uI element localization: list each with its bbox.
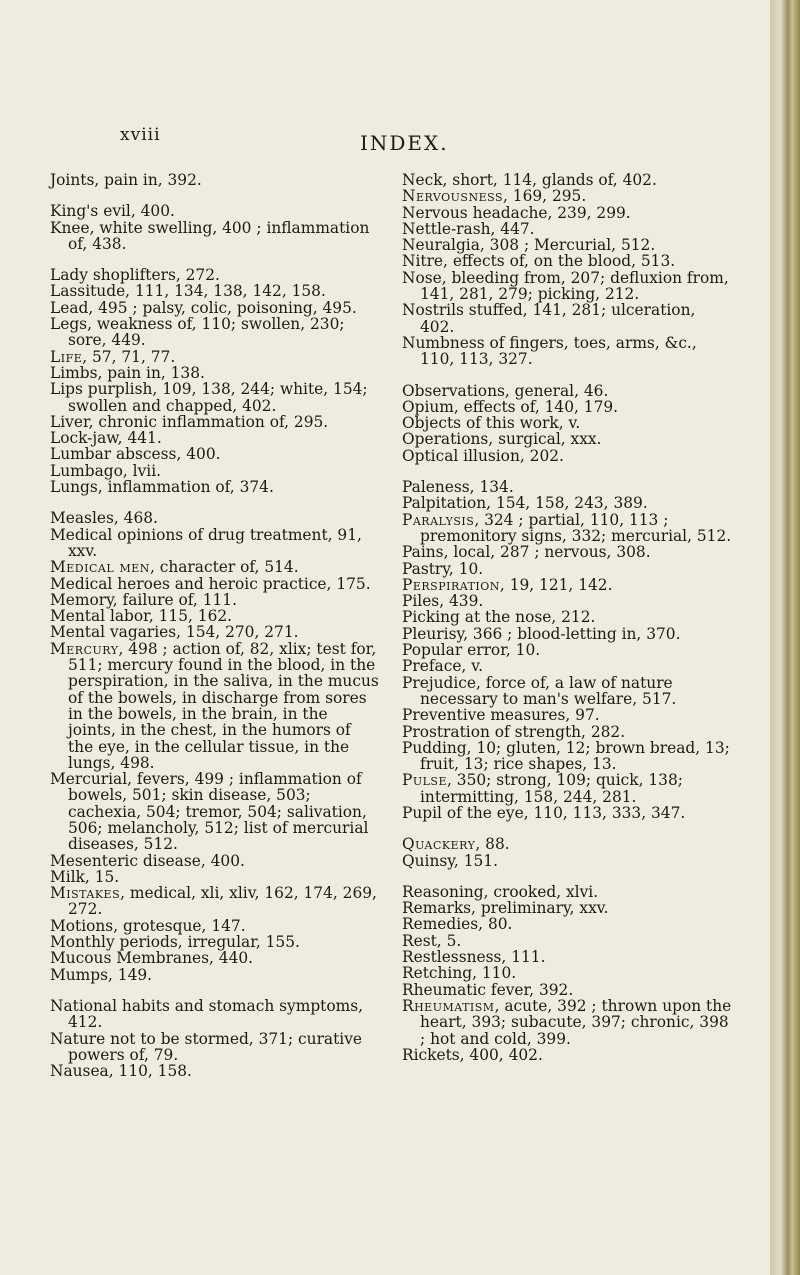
entry-heading: Paralysis bbox=[402, 510, 475, 529]
index-entry bbox=[50, 1063, 380, 1079]
index-entry bbox=[402, 836, 732, 852]
index-entry bbox=[50, 479, 380, 495]
entry-text: Motions, grotesque, 147. bbox=[50, 916, 246, 935]
entry-heading: Mercury bbox=[50, 639, 119, 658]
index-entry bbox=[50, 527, 380, 560]
entry-text: Lock-jaw, 441. bbox=[50, 429, 162, 448]
entry-text: Mesenteric disease, 400. bbox=[50, 851, 245, 870]
index-entry bbox=[50, 869, 380, 885]
section-gap bbox=[402, 869, 732, 884]
entry-text: Nettle-rash, 447. bbox=[402, 219, 535, 238]
section-gap bbox=[50, 495, 380, 510]
index-entry bbox=[402, 561, 732, 577]
entry-text: King's evil, 400. bbox=[50, 202, 175, 221]
entry-text: Joints, pain in, 392. bbox=[50, 171, 202, 189]
index-entry bbox=[50, 885, 380, 918]
index-entry bbox=[402, 431, 732, 447]
index-entry bbox=[402, 448, 732, 464]
entry-text: Popular error, 10. bbox=[402, 641, 541, 660]
entry-text: , character of, 514. bbox=[149, 558, 299, 577]
entry-text: Pleurisy, 366 ; blood-letting in, 370. bbox=[402, 624, 681, 643]
index-entry bbox=[50, 414, 380, 430]
index-entry bbox=[50, 510, 380, 526]
section-gap bbox=[402, 821, 732, 836]
index-entry bbox=[402, 593, 732, 609]
index-entry bbox=[50, 918, 380, 934]
index-entry bbox=[402, 675, 732, 708]
entry-text: Memory, failure of, 111. bbox=[50, 590, 237, 609]
entry-text: Liver, chronic inflammation of, 295. bbox=[50, 412, 329, 431]
entry-text: Medical heroes and heroic practice, 175. bbox=[50, 574, 371, 593]
index-entry bbox=[402, 933, 732, 949]
page-title: INDEX. bbox=[360, 131, 449, 155]
index-entry bbox=[402, 383, 732, 399]
entry-text: Neuralgia, 308 ; Mercurial, 512. bbox=[402, 236, 656, 255]
entry-heading: Mistakes bbox=[50, 884, 121, 903]
index-entry bbox=[50, 267, 380, 283]
index-entry bbox=[402, 916, 732, 932]
entry-text: , 88. bbox=[475, 835, 510, 854]
index-entry bbox=[50, 853, 380, 869]
entry-text: Pains, local, 287 ; nervous, 308. bbox=[402, 543, 651, 562]
entry-text: Limbs, pain in, 138. bbox=[50, 363, 205, 382]
entry-text: Palpitation, 154, 158, 243, 389. bbox=[402, 494, 648, 513]
entry-text: Pastry, 10. bbox=[402, 559, 484, 578]
index-entry bbox=[50, 967, 380, 983]
index-entry bbox=[50, 950, 380, 966]
entry-text: Medical opinions of drug treatment, 91, xxv. bbox=[50, 525, 362, 560]
index-entry bbox=[50, 349, 380, 365]
entry-text: Piles, 439. bbox=[402, 592, 484, 611]
page-number: xviii bbox=[120, 125, 161, 145]
index-entry bbox=[402, 188, 732, 204]
page-edge bbox=[770, 0, 800, 1275]
entry-text: Mental labor, 115, 162. bbox=[50, 607, 233, 626]
index-entry bbox=[50, 220, 380, 253]
entry-heading: Pulse bbox=[402, 771, 447, 790]
index-entry bbox=[402, 205, 732, 221]
entry-text: Lips purplish, 109, 138, 244; white, 154; swollen and chapped, 402. bbox=[50, 380, 368, 415]
entry-text: Nose, bleeding from, 207; defluxion from, 141, 281, 279; picking, 212. bbox=[402, 268, 729, 304]
index-entry bbox=[50, 283, 380, 299]
index-entry bbox=[402, 237, 732, 253]
index-entry bbox=[402, 642, 732, 658]
index-entry bbox=[50, 771, 380, 852]
section-gap bbox=[50, 252, 380, 267]
index-entry bbox=[50, 559, 380, 575]
entry-text: Optical illusion, 202. bbox=[402, 446, 564, 465]
entry-text: Remarks, preliminary, xxv. bbox=[402, 899, 609, 918]
index-entry bbox=[50, 608, 380, 624]
entry-text: , acute, 392 ; thrown upon the heart, 393; subacute, 397; chronic, 398 ; hot and cold, 399. bbox=[420, 996, 732, 1048]
entry-heading: Rheumatism bbox=[402, 996, 495, 1015]
index-entry bbox=[50, 446, 380, 462]
entry-text: Nitre, effects of, on the blood, 513. bbox=[402, 252, 676, 271]
index-entry bbox=[50, 592, 380, 608]
index-entry bbox=[402, 884, 732, 900]
index-entry bbox=[50, 463, 380, 479]
entry-text: Rest, 5. bbox=[402, 931, 462, 950]
entry-text: Lassitude, 111, 134, 138, 142, 158. bbox=[50, 282, 326, 301]
entry-text: , 57, 71, 77. bbox=[82, 347, 176, 366]
entry-text: Lungs, inflammation of, 374. bbox=[50, 478, 274, 497]
entry-text: Prostration of strength, 282. bbox=[402, 722, 626, 741]
index-entry bbox=[50, 316, 380, 349]
entry-text: , 350; strong, 109; quick, 138; intermitting, 158, 244, 281. bbox=[420, 771, 683, 806]
entry-text: Mucous Membranes, 440. bbox=[50, 949, 254, 968]
index-entry bbox=[50, 430, 380, 446]
index-entry bbox=[402, 707, 732, 723]
entry-text: Milk, 15. bbox=[50, 867, 120, 886]
section-gap bbox=[50, 188, 380, 203]
index-entry bbox=[402, 853, 732, 869]
index-entry bbox=[402, 335, 732, 368]
entry-text: Mercurial, fevers, 499 ; inflammation of bowels, 501; skin disease, 503; cachexia, 504; tremor, 504; salivation, 506; melancholy, 512; list of mercurial diseases, 512. bbox=[50, 770, 369, 854]
entry-text: , 169, 295. bbox=[503, 187, 587, 206]
index-entry bbox=[402, 221, 732, 237]
index-column-left bbox=[50, 172, 380, 1079]
entry-text: National habits and stomach symptoms, 412. bbox=[50, 996, 364, 1032]
entry-text: , 19, 121, 142. bbox=[499, 575, 613, 594]
index-entry bbox=[402, 172, 732, 188]
index-entry bbox=[402, 302, 732, 335]
entry-heading: Nervousness bbox=[402, 187, 503, 206]
index-entry bbox=[402, 609, 732, 625]
entry-text: Restlessness, 111. bbox=[402, 948, 546, 967]
index-entry bbox=[402, 949, 732, 965]
entry-text: Numbness of fingers, toes, arms, &c., 110, 113, 327. bbox=[402, 333, 697, 369]
entry-text: Mumps, 149. bbox=[50, 965, 153, 984]
index-entry bbox=[402, 544, 732, 560]
entry-text: , 324 ; partial, 110, 113 ; premonitory signs, 332; mercurial, 512. bbox=[420, 510, 732, 545]
index-entry bbox=[402, 965, 732, 981]
entry-text: Lady shoplifters, 272. bbox=[50, 266, 220, 285]
index-entry bbox=[50, 172, 380, 188]
entry-text: Rickets, 400, 402. bbox=[402, 1045, 543, 1064]
index-entry bbox=[50, 998, 380, 1031]
entry-text: Quinsy, 151. bbox=[402, 851, 498, 870]
entry-text: Mental vagaries, 154, 270, 271. bbox=[50, 623, 299, 642]
entry-text: Measles, 468. bbox=[50, 509, 158, 528]
index-entry bbox=[50, 300, 380, 316]
section-gap bbox=[402, 464, 732, 479]
index-entry bbox=[50, 934, 380, 950]
entry-text: Picking at the nose, 212. bbox=[402, 608, 596, 627]
index-column-right bbox=[402, 172, 732, 1063]
entry-heading: Medical men bbox=[50, 558, 150, 577]
entry-text: Pudding, 10; gluten, 12; brown bread, 13; fruit, 13; rice shapes, 13. bbox=[402, 738, 730, 774]
entry-text: Prejudice, force of, a law of nature necessary to man's welfare, 517. bbox=[402, 673, 677, 708]
entry-heading: Perspiration bbox=[402, 575, 500, 594]
entry-text: Opium, effects of, 140, 179. bbox=[402, 397, 619, 416]
entry-text: Nervous headache, 239, 299. bbox=[402, 203, 631, 222]
entry-text: Preventive measures, 97. bbox=[402, 706, 600, 725]
index-entry bbox=[402, 479, 732, 495]
index-entry bbox=[402, 724, 732, 740]
index-entry bbox=[402, 1047, 732, 1063]
entry-text: Nature not to be stormed, 371; curative powers of, 79. bbox=[50, 1029, 363, 1064]
entry-text: Lead, 495 ; palsy, colic, poisoning, 495. bbox=[50, 298, 357, 317]
entry-text: Monthly periods, irregular, 155. bbox=[50, 933, 300, 952]
entry-text: , medical, xli, xliv, 162, 174, 269, 272. bbox=[68, 884, 377, 919]
entry-text: Neck, short, 114, glands of, 402. bbox=[402, 171, 657, 189]
index-entry bbox=[402, 495, 732, 511]
index-entry bbox=[50, 624, 380, 640]
entry-text: Pupil of the eye, 110, 113, 333, 347. bbox=[402, 803, 686, 822]
index-entry bbox=[402, 253, 732, 269]
index-entry bbox=[402, 900, 732, 916]
entry-text: Remedies, 80. bbox=[402, 915, 513, 934]
index-entry bbox=[50, 641, 380, 771]
entry-text: Nostrils stuffed, 141, 281; ulceration, 402. bbox=[402, 301, 696, 336]
index-entry bbox=[402, 270, 732, 303]
section-gap bbox=[50, 983, 380, 998]
index-entry bbox=[50, 381, 380, 414]
entry-text: Preface, v. bbox=[402, 657, 483, 676]
entry-text: Objects of this work, v. bbox=[402, 414, 581, 433]
index-entry bbox=[50, 365, 380, 381]
section-gap bbox=[402, 368, 732, 383]
entry-text: Reasoning, crooked, xlvi. bbox=[402, 882, 599, 901]
index-entry bbox=[50, 576, 380, 592]
index-entry bbox=[402, 512, 732, 545]
index-entry bbox=[402, 805, 732, 821]
entry-text: Knee, white swelling, 400 ; inflammation of, 438. bbox=[50, 218, 370, 253]
entry-text: Legs, weakness of, 110; swollen, 230; sore, 449. bbox=[50, 315, 345, 350]
entry-text: Rheumatic fever, 392. bbox=[402, 980, 574, 999]
index-entry bbox=[50, 203, 380, 219]
index-entry bbox=[402, 399, 732, 415]
index-entry bbox=[402, 658, 732, 674]
index-entry bbox=[402, 772, 732, 805]
entry-text: Lumbar abscess, 400. bbox=[50, 445, 221, 464]
index-entry bbox=[402, 998, 732, 1047]
index-entry bbox=[402, 415, 732, 431]
index-entry bbox=[402, 626, 732, 642]
index-entry bbox=[50, 1031, 380, 1064]
entry-heading: Quackery bbox=[402, 835, 476, 854]
index-entry bbox=[402, 577, 732, 593]
entry-text: Paleness, 134. bbox=[402, 478, 514, 497]
index-entry bbox=[402, 982, 732, 998]
entry-text: Lumbago, lvii. bbox=[50, 461, 162, 480]
entry-text: Operations, surgical, xxx. bbox=[402, 430, 602, 449]
entry-heading: Life bbox=[50, 347, 83, 366]
index-entry bbox=[402, 740, 732, 773]
entry-text: , 498 ; action of, 82, xlix; test for, 511; mercury found in the blood, in the perspiration, in the saliva, in the mucus of the bowels, in discharge from sores in the bowels, in the brain, in the joints, in the chest, in the humors of the eye, in the cellular tissue, in the lungs, 498. bbox=[68, 639, 379, 772]
entry-text: Retching, 110. bbox=[402, 964, 517, 983]
entry-text: Nausea, 110, 158. bbox=[50, 1062, 192, 1081]
entry-text: Observations, general, 46. bbox=[402, 381, 609, 400]
